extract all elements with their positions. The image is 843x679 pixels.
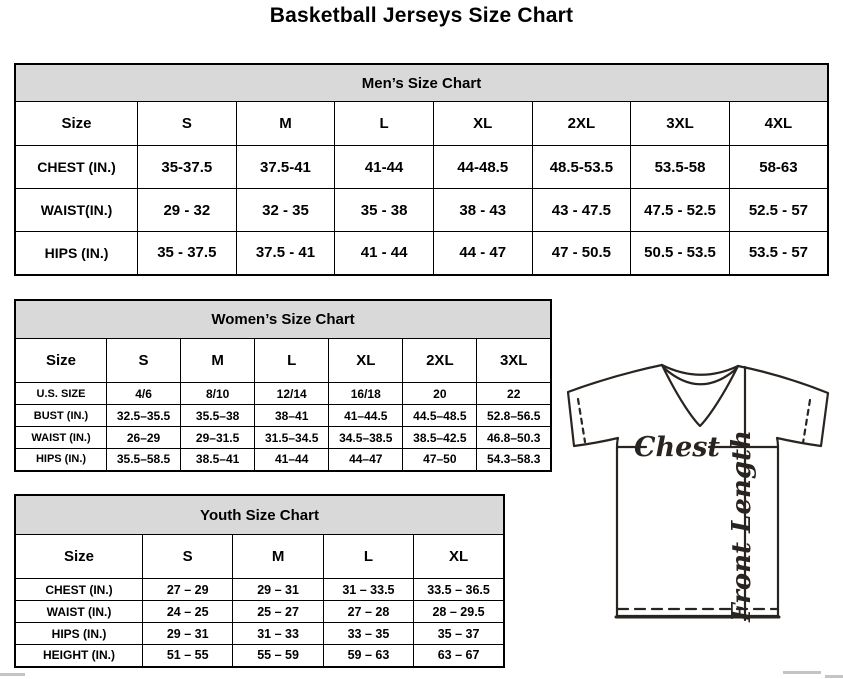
size-column-header: M [233, 535, 323, 579]
measurement-label: HIPS (IN.) [15, 623, 143, 645]
size-corner-header: Size [15, 535, 143, 579]
size-column-header: 2XL [403, 339, 477, 383]
size-column-header: S [107, 339, 181, 383]
measurement-value-cell: 44 - 47 [433, 232, 532, 275]
size-column-header: L [335, 102, 434, 146]
measurement-value-cell: 47.5 - 52.5 [631, 189, 730, 232]
measurement-value-cell: 53.5 - 57 [729, 232, 828, 275]
measurement-label: BUST (IN.) [15, 405, 107, 427]
size-column-header: XL [329, 339, 403, 383]
measurement-value-cell: 32.5–35.5 [107, 405, 181, 427]
measurement-value-cell: 29 - 32 [138, 189, 237, 232]
size-column-header: 4XL [729, 102, 828, 146]
measurement-label: HIPS (IN.) [15, 232, 138, 275]
measurement-value-cell: 38.5–42.5 [403, 427, 477, 449]
size-column-header: 3XL [631, 102, 730, 146]
measurement-value-cell: 35 - 37.5 [138, 232, 237, 275]
measurement-row [15, 232, 828, 275]
measurement-value-cell: 31.5–34.5 [255, 427, 329, 449]
measurement-value-cell: 35.5–58.5 [107, 449, 181, 471]
measurement-row [15, 579, 504, 601]
measurement-label: HIPS (IN.) [15, 449, 107, 471]
measurement-label: U.S. SIZE [15, 383, 107, 405]
measurement-label: CHEST (IN.) [15, 146, 138, 189]
measurement-value-cell: 52.5 - 57 [729, 189, 828, 232]
measurement-value-cell: 35 - 38 [335, 189, 434, 232]
measurement-row [15, 645, 504, 667]
size-column-header: L [323, 535, 413, 579]
measurement-row [15, 449, 551, 471]
measurement-value-cell: 51 – 55 [143, 645, 233, 667]
measurement-value-cell: 35-37.5 [138, 146, 237, 189]
measurement-value-cell: 33 – 35 [323, 623, 413, 645]
measurement-value-cell: 31 – 33 [233, 623, 323, 645]
size-column-header: 2XL [532, 102, 631, 146]
measurement-value-cell: 22 [477, 383, 551, 405]
measurement-value-cell: 55 – 59 [233, 645, 323, 667]
measurement-value-cell: 47–50 [403, 449, 477, 471]
womens-size-table [14, 338, 552, 472]
youth-size-table [14, 534, 505, 668]
measurement-value-cell: 52.8–56.5 [477, 405, 551, 427]
measurement-value-cell: 27 – 29 [143, 579, 233, 601]
size-column-header: M [236, 102, 335, 146]
measurement-value-cell: 47 - 50.5 [532, 232, 631, 275]
right-sleeve-cuff-dashes [803, 400, 810, 443]
measurement-row [15, 623, 504, 645]
left-sleeve-cuff-dashes [578, 399, 585, 442]
size-column-header: XL [414, 535, 504, 579]
mens-size-table [14, 101, 829, 276]
mens-size-chart-header: Men’s Size Chart [14, 63, 829, 101]
measurement-value-cell: 41–44 [255, 449, 329, 471]
scrollbar-fragment-left[interactable] [0, 673, 25, 676]
measurement-value-cell: 38 - 43 [433, 189, 532, 232]
youth-size-chart-header: Youth Size Chart [14, 494, 505, 534]
measurement-value-cell: 29 – 31 [233, 579, 323, 601]
measurement-label: HEIGHT (IN.) [15, 645, 143, 667]
jersey-outline [568, 365, 828, 616]
size-column-header: L [255, 339, 329, 383]
measurement-value-cell: 32 - 35 [236, 189, 335, 232]
measurement-value-cell: 54.3–58.3 [477, 449, 551, 471]
measurement-row [15, 405, 551, 427]
jersey-measurement-diagram [558, 358, 840, 630]
measurement-value-cell: 16/18 [329, 383, 403, 405]
measurement-value-cell: 63 – 67 [414, 645, 504, 667]
womens-size-chart-header: Women’s Size Chart [14, 299, 552, 338]
size-column-header: XL [433, 102, 532, 146]
size-header-row [15, 339, 551, 383]
measurement-value-cell: 53.5-58 [631, 146, 730, 189]
measurement-label: WAIST(IN.) [15, 189, 138, 232]
measurement-value-cell: 25 – 27 [233, 601, 323, 623]
size-column-header: S [143, 535, 233, 579]
measurement-value-cell: 4/6 [107, 383, 181, 405]
measurement-row [15, 189, 828, 232]
front-length-label: Front Length [727, 430, 757, 622]
scrollbar-fragment-corner[interactable] [825, 675, 843, 678]
measurement-value-cell: 41-44 [335, 146, 434, 189]
measurement-value-cell: 38.5–41 [181, 449, 255, 471]
measurement-value-cell: 12/14 [255, 383, 329, 405]
measurement-row [15, 427, 551, 449]
measurement-value-cell: 34.5–38.5 [329, 427, 403, 449]
size-corner-header: Size [15, 339, 107, 383]
measurement-value-cell: 41–44.5 [329, 405, 403, 427]
measurement-value-cell: 31 – 33.5 [323, 579, 413, 601]
measurement-value-cell: 28 – 29.5 [414, 601, 504, 623]
measurement-value-cell: 35.5–38 [181, 405, 255, 427]
measurement-value-cell: 20 [403, 383, 477, 405]
youth-size-chart-section [14, 494, 505, 668]
measurement-value-cell: 44-48.5 [433, 146, 532, 189]
measurement-value-cell: 29–31.5 [181, 427, 255, 449]
measurement-row [15, 601, 504, 623]
womens-size-chart-section [14, 299, 552, 472]
jersey-collar-back-arc [662, 365, 738, 375]
size-column-header: M [181, 339, 255, 383]
measurement-value-cell: 44–47 [329, 449, 403, 471]
measurement-value-cell: 59 – 63 [323, 645, 413, 667]
measurement-label: WAIST (IN.) [15, 601, 143, 623]
measurement-value-cell: 41 - 44 [335, 232, 434, 275]
measurement-label: CHEST (IN.) [15, 579, 143, 601]
measurement-value-cell: 27 – 28 [323, 601, 413, 623]
measurement-value-cell: 26–29 [107, 427, 181, 449]
measurement-value-cell: 37.5 - 41 [236, 232, 335, 275]
measurement-row [15, 146, 828, 189]
measurement-value-cell: 35 – 37 [414, 623, 504, 645]
measurement-label: WAIST (IN.) [15, 427, 107, 449]
measurement-value-cell: 8/10 [181, 383, 255, 405]
size-column-header: S [138, 102, 237, 146]
measurement-value-cell: 29 – 31 [143, 623, 233, 645]
measurement-value-cell: 50.5 - 53.5 [631, 232, 730, 275]
measurement-value-cell: 44.5–48.5 [403, 405, 477, 427]
page-title: Basketball Jerseys Size Chart [269, 4, 574, 27]
size-column-header: 3XL [477, 339, 551, 383]
mens-size-chart-section [14, 63, 829, 276]
size-header-row [15, 535, 504, 579]
measurement-value-cell: 48.5-53.5 [532, 146, 631, 189]
measurement-value-cell: 37.5-41 [236, 146, 335, 189]
measurement-value-cell: 58-63 [729, 146, 828, 189]
measurement-value-cell: 43 - 47.5 [532, 189, 631, 232]
measurement-value-cell: 46.8–50.3 [477, 427, 551, 449]
measurement-value-cell: 38–41 [255, 405, 329, 427]
chest-label: Chest [634, 432, 720, 463]
measurement-row [15, 383, 551, 405]
measurement-value-cell: 24 – 25 [143, 601, 233, 623]
size-corner-header: Size [15, 102, 138, 146]
scrollbar-fragment-right[interactable] [783, 671, 821, 674]
measurement-value-cell: 33.5 – 36.5 [414, 579, 504, 601]
jersey-diagram-svg [558, 358, 840, 630]
size-header-row [15, 102, 828, 146]
